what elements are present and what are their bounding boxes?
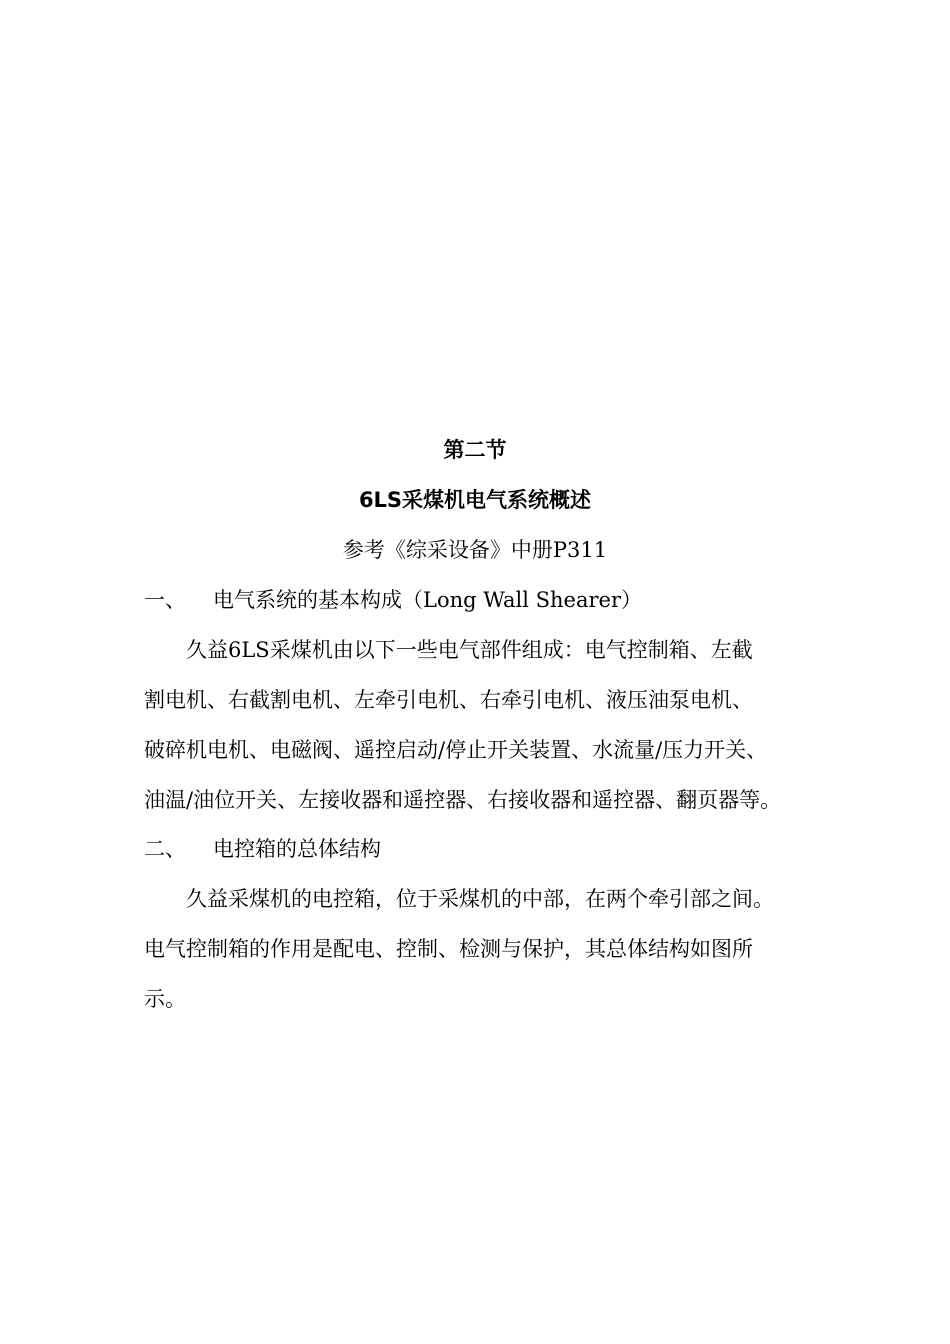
page-title: 6LS采煤机电气系统概述 [358,488,592,512]
heading-text: 电气系统的基本构成（Long Wall Shearer） [213,588,642,612]
paragraph-line: 电气控制箱的作用是配电、控制、检测与保护，其总体结构如图所 [144,937,753,961]
paragraph-line: 久益采煤机的电控箱，位于采煤机的中部，在两个牵引部之间。 [186,887,774,911]
heading-text: 电控箱的总体结构 [213,837,381,861]
paragraph-line: 油温/油位开关、左接收器和遥控器、右接收器和遥控器、翻页器等。 [144,788,782,812]
paragraph-line: 割电机、右截割电机、左牵引电机、右牵引电机、液压油泵电机、 [144,688,753,712]
paragraph-line: 破碎机电机、电磁阀、遥控启动/停止开关装置、水流量/压力开关、 [144,738,768,762]
heading-number: 二、 [144,837,186,861]
heading-overall-structure [144,834,834,864]
section-label: 第二节 [443,438,507,462]
reference-line: 参考《综采设备》中册P311 [342,538,608,562]
heading-basic-composition [144,585,834,615]
paragraph-line: 示。 [144,987,186,1011]
heading-number: 一、 [144,588,186,612]
paragraph-line: 久益6LS采煤机由以下一些电气部件组成：电气控制箱、左截 [186,638,753,662]
